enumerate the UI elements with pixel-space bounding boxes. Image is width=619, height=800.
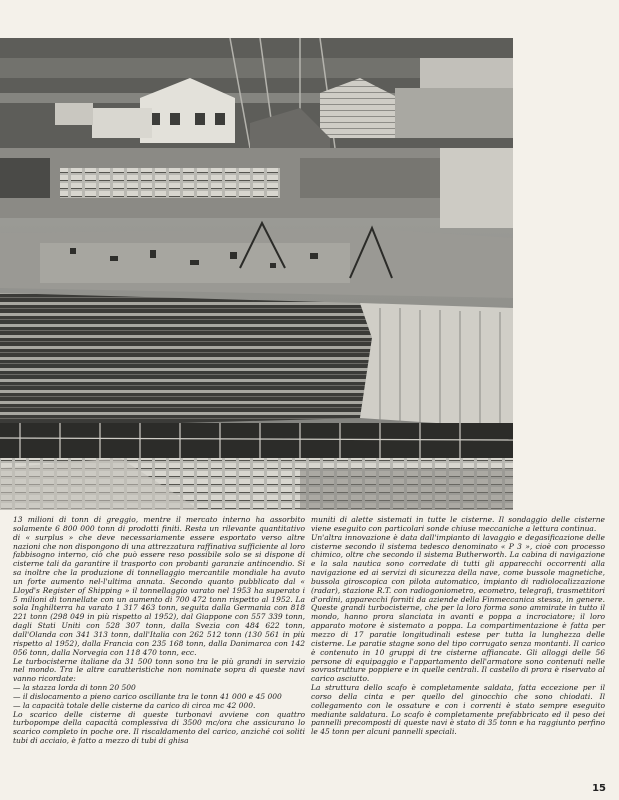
text-column-left — [13, 516, 305, 746]
shipyard-photo — [0, 38, 513, 510]
paragraph: Lo scarico delle cisterne di queste turbonavi avviene con quattro turbopompe della capacità complessiva di 3500 mc/ora che assicurano lo scarico completo in poche ore. Il riscaldamento del carico, anziché coi soliti tubi di acciaio, è fatto a mezzo di tubi di ghisa — [13, 709, 305, 746]
list-item: — il dislocamento a pieno carico oscillante tra le tonn 41 000 e 45 000 — [13, 693, 305, 702]
paragraph: muniti di alette sistemati in tutte le cisterne. Il sondaggio delle cisterne viene eseguito con particolari sonde chiuse meccaniche a lettura continua. — [311, 515, 605, 533]
paragraph: Le turbocisterne italiane da 31 500 tonn sono tra le più grandi in servizio nel mondo. Tra le altre caratteristiche non nominate sopra di queste navi vanno ricordate: — [13, 656, 305, 684]
list-item: — la stazza lorda di tonn 20 500 — [13, 684, 305, 693]
feature-list — [13, 684, 305, 711]
page-number: 15 — [592, 783, 606, 794]
list-item: — la capacità totale delle cisterne da carico di circa mc 42 000. — [13, 702, 305, 711]
paragraph: Un'altra innovazione è data dall'impianto di lavaggio e degasificazione delle cisterne secondo il sistema tedesco denominato « P 3 », cioè con processo chimico, oltre che secondo il sistema Butherworth. La cabina di navigazione e la sala nautica sono corredate di tutti gli apparecchi occorrenti alla navigazione ed ai servizi di sicurezza della nave, come bussole magnetiche, bussola giroscopica con pilota automatico, impianto di radiolocalizzazione (radar), stazione R.T. con radiogoniometro, ecometro, telegrafi, trasmettitori d'ordini, apparecchi forniti da aziende della Finmeccanica stessa, in genere. Queste grandi turbocisterne, che per la loro forma sono ammirate in tutto il mondo, hanno prora slanciata in avanti e poppa a incrociatore; il loro apparato motore è sistemato a poppa. La compartimentazione è fatta per mezzo di 17 paratie longitudinali estese per tutta la lunghezza delle cisterne. Le paratie stagne sono del tipo corrugato senza montanti. Il carico è contenuto in 10 gruppi di tre cisterne affiancate. Gli alloggi delle 56 persone di equipaggio e l'appartamento dell'armatore sono contenuti nelle sovrastrutture poppiere e in quelle centrali. Il castello di prora è riservato al carico asciutto. — [311, 532, 605, 684]
text-column-right — [311, 516, 605, 737]
paragraph: La struttura dello scafo è completamente saldata, fatta eccezione per il corso della cinta e per quello del ginocchio che sono chiodati. Il collegamento con le ossature e con i correnti è stato sempre eseguito mediante saldatura. Lo scafo è completamente prefabbricato ed il peso dei pannelli precomposti di queste navi è stato di 35 tonn e ha raggiunto perfino le 45 tonn per alcuni pannelli speciali. — [311, 683, 605, 737]
paragraph: 13 milioni di tonn di greggio, mentre il mercato interno ha assorbito solamente 6 800 000 tonn di prodotti finiti. Resta un rilevante quantitativo di « surplus » che deve necessariamente essere esportato verso altre nazioni che non dispongono di una attrezzatura raffinativa sufficiente al loro fabbisogno interno, ciò che può essere reso possibile solo se si dispone di cisterne tali da garantire il trasporto con probanti garanzie antincendio. Si sa inoltre che la produzione di tonnellaggio mercantile mondiale ha avuto un forte aumento nel-l'ultima annata. Secondo quanto pubblicato dal « Lloyd's Register of Shipping » il tonnellaggio varato nel 1953 ha superato i 5 milioni di tonnellate con un aumento di 700 472 tonn rispetto al 1952. La sola Inghilterra ha varato 1 317 463 tonn, seguita dalla Germania con 818 221 tonn (298 049 in più rispetto al 1952), dal Giappone con 557 339 tonn, dagli Stati Uniti con 528 307 tonn, dalla Svezia con 484 622 tonn, dall'Olanda con 341 313 tonn, dall'Italia con 262 512 tonn (130 561 in più rispetto al 1952), dalla Francia con 235 168 tonn, dalla Danimarca con 142 056 tonn, dalla Norvegia con 118 470 tonn, ecc. — [13, 515, 305, 657]
